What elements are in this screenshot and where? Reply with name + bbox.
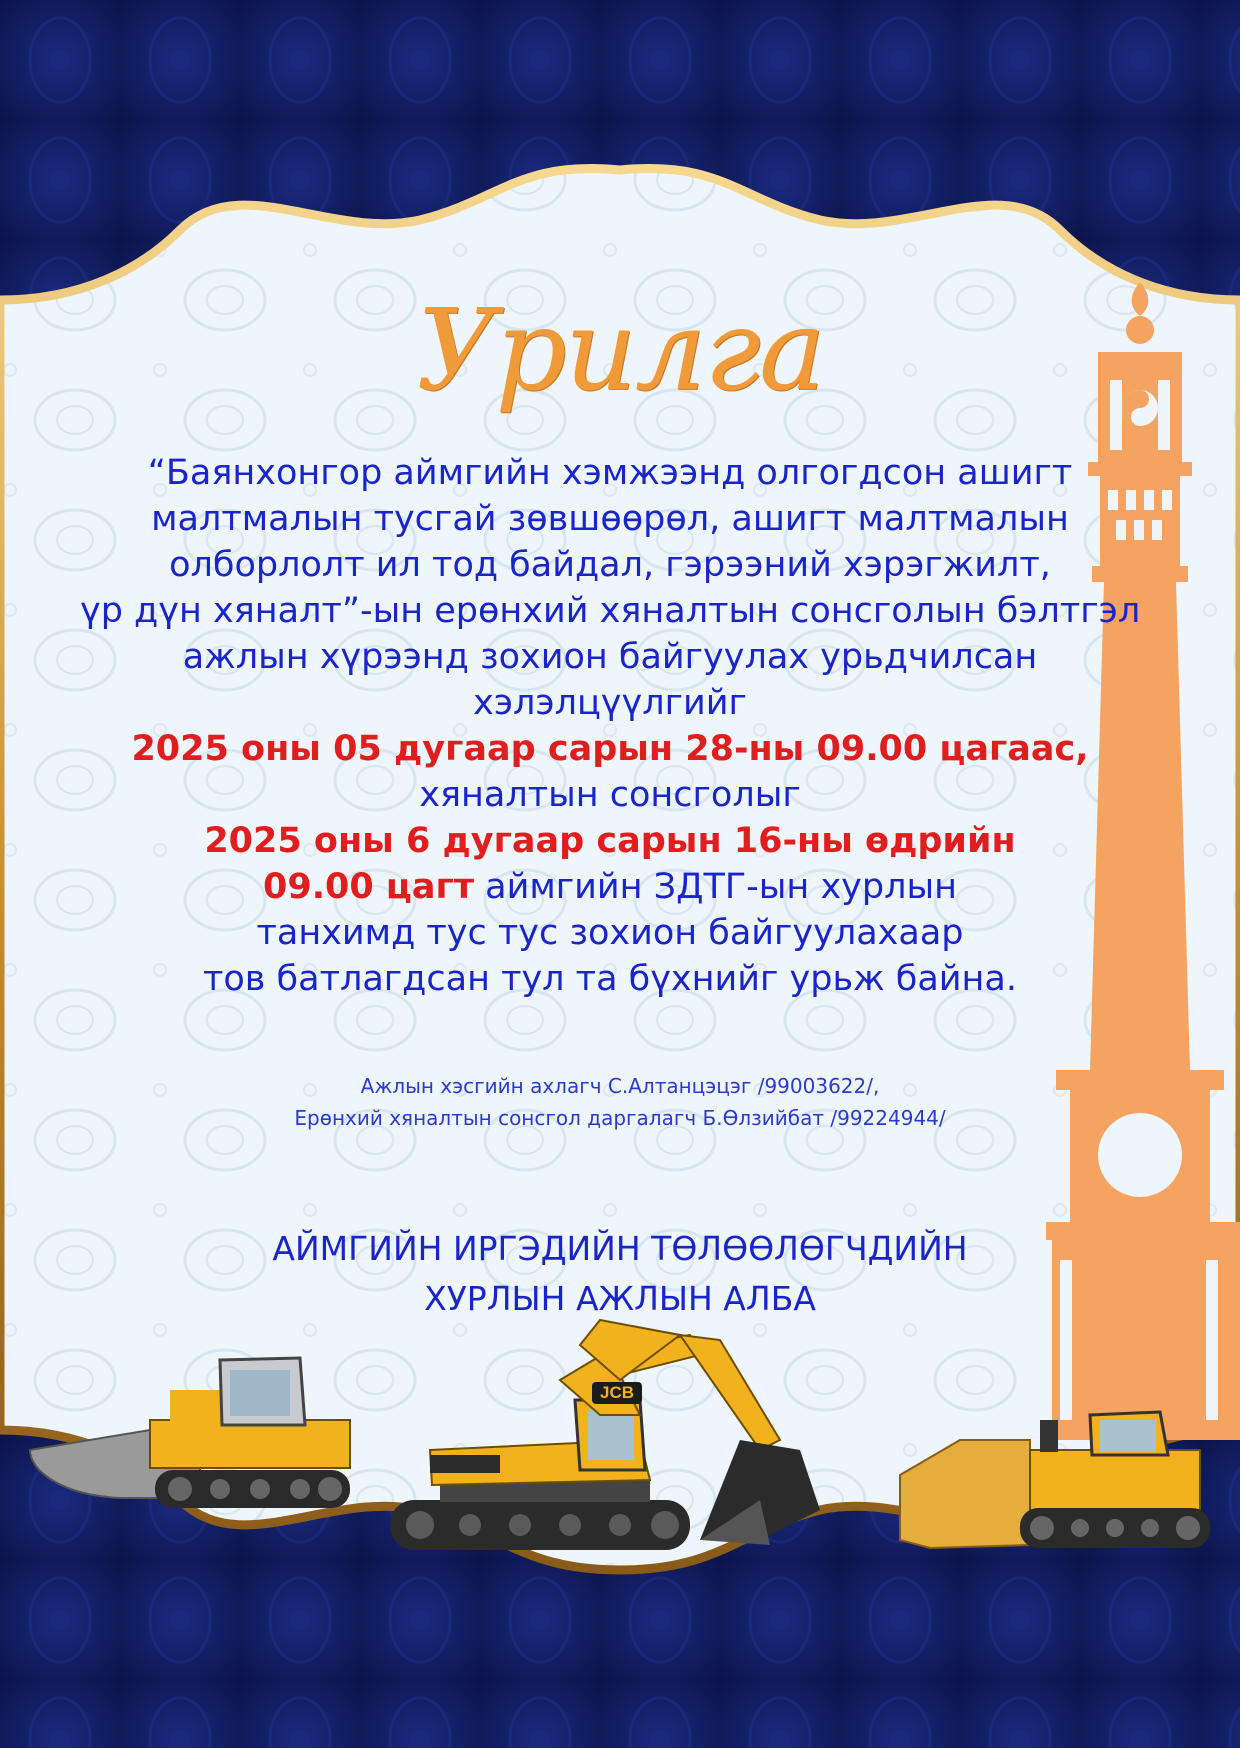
hearing-time: 09.00 цагт [263, 867, 475, 907]
hearing-date: 2025 оны 6 дугаар сарын 16-ны өдрийн [204, 821, 1016, 861]
invitation-line: ажлын хүрээнд зохион байгуулах урьдчилсан [182, 637, 1038, 677]
contact-line: Ерөнхий хяналтын сонсгол даргалагч Б.Өлзийбат /99224944/ [294, 1106, 946, 1130]
invitation-line: хяналтын сонсголыг [419, 775, 801, 815]
organization-line: ХУРЛЫН АЖЛЫН АЛБА [424, 1279, 816, 1318]
hearing-time-line [80, 864, 1140, 910]
invitation-line: танхимд тус тус зохион байгуулахаар [256, 913, 964, 953]
excavator-brand: JCB [599, 1383, 635, 1402]
invitation-line: олборлолт ил тод байдал, гэрээний хэрэгжилт, [169, 545, 1051, 585]
page-title: Урилга [416, 286, 824, 416]
venue-text: аймгийн ЗДТГ-ын хурлын [474, 867, 957, 907]
invitation-line: тов батлагдсан тул та бүхнийг урьж байна. [203, 959, 1017, 999]
invitation-line: малтмалын тусгай зөвшөөрөл, ашигт малтмалын [151, 499, 1069, 539]
invitation-text [80, 450, 1140, 1002]
organization-line: АЙМГИЙН ИРГЭДИЙН ТӨЛӨӨЛӨГЧДИЙН [272, 1229, 968, 1268]
contact-info [200, 1070, 1040, 1134]
organization-name [170, 1224, 1070, 1324]
discussion-date: 2025 оны 05 дугаар сарын 28-ны 09.00 цагаас, [131, 729, 1089, 769]
contact-line: Ажлын хэсгийн ахлагч С.Алтанцэцэг /99003622/, [360, 1074, 880, 1098]
invitation-line: хэлэлцүүлгийг [473, 683, 747, 723]
invitation-line: үр дүн хяналт”-ын ерөнхий хяналтын сонсголын бэлтгэл [80, 591, 1141, 631]
invitation-line: “Баянхонгор аймгийн хэмжээнд олгогдсон ашигт [147, 453, 1073, 493]
